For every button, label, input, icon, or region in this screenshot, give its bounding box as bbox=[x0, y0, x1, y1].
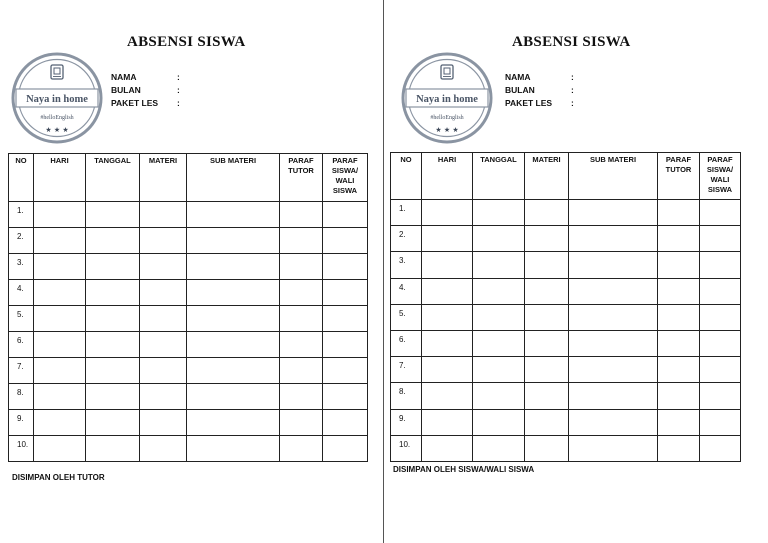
col-hari-cell[interactable] bbox=[34, 332, 86, 358]
label-paket-les: PAKET LES bbox=[111, 98, 159, 108]
col-materi-cell[interactable] bbox=[525, 278, 569, 304]
row-number: 2. bbox=[391, 226, 422, 252]
table-row bbox=[391, 200, 741, 226]
col-sub-materi-cell[interactable] bbox=[187, 306, 280, 332]
col-paraf-siswa-cell[interactable] bbox=[323, 436, 368, 462]
col-tanggal-cell[interactable] bbox=[473, 409, 525, 435]
col-paraf-tutor-cell[interactable] bbox=[658, 409, 700, 435]
col-materi-cell[interactable] bbox=[525, 200, 569, 226]
col-materi-header: MATERI bbox=[525, 153, 569, 200]
col-materi-header: MATERI bbox=[140, 154, 187, 202]
col-sub-materi-cell[interactable] bbox=[569, 409, 658, 435]
col-paraf-siswa-cell[interactable] bbox=[700, 330, 741, 356]
col-tanggal-cell[interactable] bbox=[473, 278, 525, 304]
col-tanggal-cell[interactable] bbox=[473, 252, 525, 278]
col-paraf-siswa-cell[interactable] bbox=[323, 384, 368, 410]
col-paraf-tutor-header: PARAF TUTOR bbox=[658, 153, 700, 200]
col-sub-materi-cell[interactable] bbox=[187, 280, 280, 306]
col-materi-cell[interactable] bbox=[140, 410, 187, 436]
student-info bbox=[111, 71, 180, 110]
col-hari-cell[interactable] bbox=[34, 228, 86, 254]
col-sub-materi-cell[interactable] bbox=[187, 384, 280, 410]
col-sub-materi-cell[interactable] bbox=[187, 436, 280, 462]
col-materi-cell[interactable] bbox=[140, 228, 187, 254]
col-paraf-tutor-cell[interactable] bbox=[280, 202, 323, 228]
col-tanggal-cell[interactable] bbox=[86, 384, 140, 410]
col-tanggal-cell[interactable] bbox=[86, 410, 140, 436]
col-hari-cell[interactable] bbox=[422, 226, 473, 252]
table-row bbox=[9, 306, 368, 332]
row-number: 8. bbox=[9, 384, 34, 410]
col-sub-materi-cell[interactable] bbox=[187, 254, 280, 280]
col-materi-cell[interactable] bbox=[140, 358, 187, 384]
sep: : bbox=[571, 72, 574, 82]
row-number: 1. bbox=[391, 200, 422, 226]
logo-tag: #helloEnglish bbox=[430, 115, 464, 121]
table-row bbox=[9, 280, 368, 306]
col-paraf-siswa-cell[interactable] bbox=[700, 226, 741, 252]
col-tanggal-cell[interactable] bbox=[473, 330, 525, 356]
col-sub-materi-cell[interactable] bbox=[569, 200, 658, 226]
col-paraf-tutor-cell[interactable] bbox=[658, 383, 700, 409]
sep: : bbox=[571, 98, 574, 108]
col-tanggal-cell[interactable] bbox=[86, 254, 140, 280]
col-materi-cell[interactable] bbox=[140, 254, 187, 280]
col-no-header: NO bbox=[391, 153, 422, 200]
col-tanggal-cell[interactable] bbox=[86, 332, 140, 358]
row-number: 6. bbox=[9, 332, 34, 358]
col-paraf-tutor-cell[interactable] bbox=[280, 228, 323, 254]
col-materi-cell[interactable] bbox=[140, 280, 187, 306]
row-number: 10. bbox=[9, 436, 34, 462]
col-sub-materi-cell[interactable] bbox=[187, 202, 280, 228]
table-row bbox=[9, 202, 368, 228]
col-paraf-tutor-cell[interactable] bbox=[280, 280, 323, 306]
col-paraf-tutor-cell[interactable] bbox=[658, 200, 700, 226]
col-paraf-tutor-cell[interactable] bbox=[280, 410, 323, 436]
table-header-row bbox=[9, 154, 368, 202]
table-row bbox=[9, 436, 368, 462]
col-materi-cell[interactable] bbox=[525, 383, 569, 409]
col-tanggal-header: TANGGAL bbox=[86, 154, 140, 202]
naya-logo bbox=[11, 52, 103, 144]
col-hari-cell[interactable] bbox=[34, 306, 86, 332]
sep: : bbox=[177, 72, 180, 82]
table-row bbox=[391, 330, 741, 356]
table-row bbox=[9, 254, 368, 280]
col-paraf-tutor-cell[interactable] bbox=[280, 358, 323, 384]
row-number: 3. bbox=[391, 252, 422, 278]
col-tanggal-cell[interactable] bbox=[473, 383, 525, 409]
col-paraf-siswa-cell[interactable] bbox=[700, 278, 741, 304]
sep: : bbox=[177, 98, 180, 108]
col-hari-cell[interactable] bbox=[34, 436, 86, 462]
col-sub-materi-cell[interactable] bbox=[569, 304, 658, 330]
row-number: 6. bbox=[391, 330, 422, 356]
col-paraf-tutor-cell[interactable] bbox=[658, 278, 700, 304]
col-paraf-siswa-cell[interactable] bbox=[323, 306, 368, 332]
col-sub-materi-cell[interactable] bbox=[569, 278, 658, 304]
col-paraf-siswa-cell[interactable] bbox=[700, 252, 741, 278]
row-number: 5. bbox=[391, 304, 422, 330]
label-nama: NAMA bbox=[111, 72, 137, 82]
naya-logo bbox=[401, 52, 493, 144]
row-number: 1. bbox=[9, 202, 34, 228]
label-bulan: BULAN bbox=[505, 85, 535, 95]
sep: : bbox=[177, 85, 180, 95]
table-row bbox=[9, 228, 368, 254]
col-materi-cell[interactable] bbox=[140, 306, 187, 332]
col-paraf-tutor-cell[interactable] bbox=[658, 357, 700, 383]
table-row bbox=[391, 409, 741, 435]
student-info bbox=[505, 71, 574, 110]
table-row bbox=[391, 435, 741, 461]
col-materi-cell[interactable] bbox=[525, 435, 569, 461]
sheet-title: ABSENSI SISWA bbox=[512, 34, 631, 50]
col-materi-cell[interactable] bbox=[525, 226, 569, 252]
col-materi-cell[interactable] bbox=[140, 332, 187, 358]
col-hari-header: HARI bbox=[34, 154, 86, 202]
col-materi-cell[interactable] bbox=[525, 330, 569, 356]
table-row bbox=[9, 410, 368, 436]
col-paraf-siswa-cell[interactable] bbox=[323, 254, 368, 280]
col-sub-materi-cell[interactable] bbox=[569, 330, 658, 356]
col-materi-cell[interactable] bbox=[525, 357, 569, 383]
col-paraf-siswa-cell[interactable] bbox=[700, 357, 741, 383]
label-nama: NAMA bbox=[505, 72, 531, 82]
col-paraf-tutor-header: PARAF TUTOR bbox=[280, 154, 323, 202]
col-paraf-tutor-cell[interactable] bbox=[658, 226, 700, 252]
col-tanggal-cell[interactable] bbox=[86, 228, 140, 254]
col-tanggal-cell[interactable] bbox=[86, 202, 140, 228]
row-number: 7. bbox=[9, 358, 34, 384]
col-tanggal-header: TANGGAL bbox=[473, 153, 525, 200]
table-row bbox=[9, 332, 368, 358]
label-bulan: BULAN bbox=[111, 85, 141, 95]
col-paraf-siswa-header: PARAF SISWA/ WALI SISWA bbox=[323, 154, 368, 202]
sep: : bbox=[571, 85, 574, 95]
table-row bbox=[391, 383, 741, 409]
col-tanggal-cell[interactable] bbox=[473, 357, 525, 383]
col-sub-materi-cell[interactable] bbox=[569, 252, 658, 278]
col-materi-cell[interactable] bbox=[525, 304, 569, 330]
col-materi-cell[interactable] bbox=[525, 252, 569, 278]
col-paraf-siswa-cell[interactable] bbox=[700, 435, 741, 461]
col-paraf-tutor-cell[interactable] bbox=[280, 254, 323, 280]
col-paraf-tutor-cell[interactable] bbox=[280, 436, 323, 462]
col-paraf-tutor-cell[interactable] bbox=[658, 252, 700, 278]
table-row bbox=[391, 226, 741, 252]
col-hari-cell[interactable] bbox=[422, 252, 473, 278]
col-paraf-tutor-cell[interactable] bbox=[658, 330, 700, 356]
attendance-sheet-tutor bbox=[0, 0, 383, 543]
col-tanggal-cell[interactable] bbox=[473, 226, 525, 252]
col-paraf-siswa-cell[interactable] bbox=[323, 358, 368, 384]
attendance-table bbox=[390, 152, 741, 462]
row-number: 8. bbox=[391, 383, 422, 409]
col-paraf-siswa-cell[interactable] bbox=[323, 332, 368, 358]
col-hari-cell[interactable] bbox=[34, 358, 86, 384]
row-number: 9. bbox=[391, 409, 422, 435]
col-sub-materi-cell[interactable] bbox=[569, 226, 658, 252]
col-tanggal-cell[interactable] bbox=[86, 306, 140, 332]
col-paraf-siswa-cell[interactable] bbox=[700, 304, 741, 330]
col-paraf-siswa-cell[interactable] bbox=[323, 280, 368, 306]
col-materi-cell[interactable] bbox=[140, 436, 187, 462]
col-materi-cell[interactable] bbox=[525, 409, 569, 435]
col-hari-cell[interactable] bbox=[34, 384, 86, 410]
label-paket-les: PAKET LES bbox=[505, 98, 553, 108]
col-tanggal-cell[interactable] bbox=[473, 200, 525, 226]
attendance-table bbox=[8, 153, 368, 462]
col-paraf-tutor-cell[interactable] bbox=[280, 306, 323, 332]
row-number: 4. bbox=[391, 278, 422, 304]
col-hari-cell[interactable] bbox=[422, 357, 473, 383]
col-hari-cell[interactable] bbox=[422, 278, 473, 304]
col-hari-cell[interactable] bbox=[422, 304, 473, 330]
col-tanggal-cell[interactable] bbox=[86, 436, 140, 462]
col-sub-materi-cell[interactable] bbox=[187, 228, 280, 254]
col-tanggal-cell[interactable] bbox=[473, 435, 525, 461]
col-sub-materi-cell[interactable] bbox=[569, 383, 658, 409]
col-paraf-tutor-cell[interactable] bbox=[658, 304, 700, 330]
col-sub-materi-cell[interactable] bbox=[187, 410, 280, 436]
sheet-title: ABSENSI SISWA bbox=[127, 34, 246, 50]
col-tanggal-cell[interactable] bbox=[473, 304, 525, 330]
col-no-header: NO bbox=[9, 154, 34, 202]
col-paraf-siswa-cell[interactable] bbox=[700, 200, 741, 226]
col-paraf-siswa-cell[interactable] bbox=[323, 228, 368, 254]
col-paraf-tutor-cell[interactable] bbox=[658, 435, 700, 461]
table-row bbox=[391, 357, 741, 383]
col-hari-cell[interactable] bbox=[422, 435, 473, 461]
table-row bbox=[9, 358, 368, 384]
col-paraf-tutor-cell[interactable] bbox=[280, 332, 323, 358]
stars-icon: ★ ★ ★ bbox=[435, 126, 459, 134]
row-number: 5. bbox=[9, 306, 34, 332]
col-hari-cell[interactable] bbox=[422, 383, 473, 409]
col-paraf-siswa-cell[interactable] bbox=[700, 383, 741, 409]
row-number: 9. bbox=[9, 410, 34, 436]
row-number: 3. bbox=[9, 254, 34, 280]
attendance-sheet-student bbox=[384, 0, 768, 543]
col-paraf-siswa-cell[interactable] bbox=[700, 409, 741, 435]
col-hari-cell[interactable] bbox=[34, 254, 86, 280]
stars-icon: ★ ★ ★ bbox=[45, 126, 69, 134]
col-materi-cell[interactable] bbox=[140, 384, 187, 410]
col-hari-cell[interactable] bbox=[34, 410, 86, 436]
col-sub-materi-cell[interactable] bbox=[569, 435, 658, 461]
col-sub-materi-cell[interactable] bbox=[187, 332, 280, 358]
col-sub-materi-cell[interactable] bbox=[569, 357, 658, 383]
footer-note: DISIMPAN OLEH SISWA/WALI SISWA bbox=[393, 465, 535, 474]
row-number: 4. bbox=[9, 280, 34, 306]
logo-name: Naya in home bbox=[416, 94, 478, 105]
row-number: 2. bbox=[9, 228, 34, 254]
col-hari-cell[interactable] bbox=[34, 202, 86, 228]
row-number: 10. bbox=[391, 435, 422, 461]
col-tanggal-cell[interactable] bbox=[86, 358, 140, 384]
table-row bbox=[9, 384, 368, 410]
logo-tag: #helloEnglish bbox=[40, 115, 74, 121]
footer-note: DISIMPAN OLEH TUTOR bbox=[12, 473, 105, 482]
col-materi-cell[interactable] bbox=[140, 202, 187, 228]
col-hari-header: HARI bbox=[422, 153, 473, 200]
col-sub-materi-cell[interactable] bbox=[187, 358, 280, 384]
col-paraf-siswa-cell[interactable] bbox=[323, 202, 368, 228]
col-hari-cell[interactable] bbox=[422, 409, 473, 435]
table-row bbox=[391, 304, 741, 330]
row-number: 7. bbox=[391, 357, 422, 383]
col-paraf-siswa-header: PARAF SISWA/ WALI SISWA bbox=[700, 153, 741, 200]
col-paraf-siswa-cell[interactable] bbox=[323, 410, 368, 436]
table-header-row bbox=[391, 153, 741, 200]
logo-name: Naya in home bbox=[26, 94, 88, 105]
col-hari-cell[interactable] bbox=[34, 280, 86, 306]
col-sub-materi-header: SUB MATERI bbox=[187, 154, 280, 202]
col-hari-cell[interactable] bbox=[422, 330, 473, 356]
col-sub-materi-header: SUB MATERI bbox=[569, 153, 658, 200]
table-row bbox=[391, 252, 741, 278]
col-paraf-tutor-cell[interactable] bbox=[280, 384, 323, 410]
col-tanggal-cell[interactable] bbox=[86, 280, 140, 306]
table-row bbox=[391, 278, 741, 304]
col-hari-cell[interactable] bbox=[422, 200, 473, 226]
